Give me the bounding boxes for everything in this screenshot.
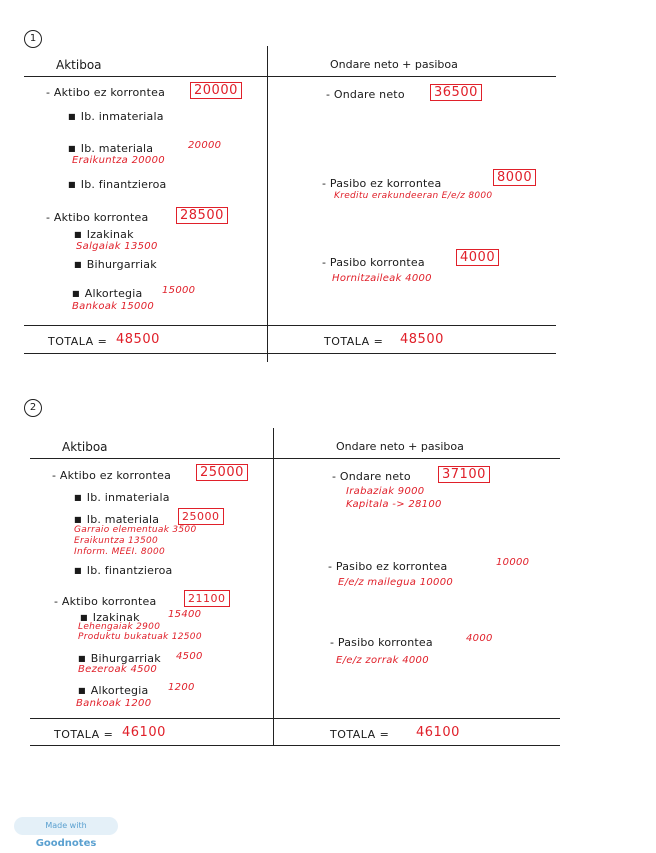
hornitzaileak-detail: Hornitzaileak 4000 — [332, 273, 432, 284]
right-header: Ondare neto + pasiboa — [330, 58, 458, 71]
aktibo-ez-korrontea: - Aktibo ez korrontea — [46, 86, 166, 99]
totala-right-label: TOTALA = — [330, 728, 390, 741]
mailegua-detail: E/e/z mailegua 10000 — [338, 577, 454, 588]
ib-finantzieroa: ■ Ib. finantzieroa — [68, 178, 166, 191]
eraikuntza-detail: Eraikuntza 13500 — [74, 536, 159, 546]
bankoak-detail: Bankoak 1200 — [76, 698, 152, 709]
garraio-detail: Garraio elementuak 3500 — [74, 525, 197, 535]
column-divider — [273, 428, 274, 746]
totala-right-value: 48500 — [400, 332, 444, 347]
ondare-neto-total: 36500 — [430, 84, 482, 101]
salgaiak-detail: Salgaiak 13500 — [76, 241, 158, 252]
right-header: Ondare neto + pasiboa — [336, 440, 464, 453]
badge-prefix: Made with — [45, 821, 87, 830]
ondare-neto-total: 37100 — [438, 466, 490, 483]
bottom-rule — [24, 353, 556, 354]
bihurgarriak: ■ Bihurgarriak — [74, 258, 157, 271]
column-divider — [267, 46, 268, 362]
ib-materiala: ■ Ib. materiala — [68, 142, 153, 155]
produktu-detail: Produktu bukatuak 12500 — [78, 632, 202, 642]
eskudirua: ■ Alkortegia — [72, 287, 142, 300]
ondare-neto: - Ondare neto — [326, 88, 405, 101]
ib-materiala: ■ Ib. materiala — [74, 513, 159, 526]
aktibo-ez-korrontea-total: 25000 — [196, 464, 248, 481]
bottom-rule — [30, 745, 560, 746]
ib-materiala-total: 25000 — [178, 508, 224, 525]
left-header: Aktiboa — [56, 58, 102, 72]
kapitala-detail: Kapitala -> 28100 — [346, 499, 442, 510]
aktibo-korrontea-total: 21100 — [184, 590, 230, 607]
aktibo-ez-korrontea: - Aktibo ez korrontea — [52, 469, 172, 482]
bihurgarriak-value: 4500 — [176, 651, 203, 662]
totala-left-label: TOTALA = — [54, 728, 114, 741]
aktibo-korrontea-total: 28500 — [176, 207, 228, 224]
pasibo-ez-korrontea: - Pasibo ez korrontea — [322, 177, 442, 190]
eskudirua-value: 15000 — [162, 285, 196, 296]
inform-detail: Inform. MEEI. 8000 — [74, 547, 166, 557]
izakinak-value: 15400 — [168, 609, 202, 620]
ondare-neto: - Ondare neto — [332, 470, 411, 483]
pasibo-ez-korrontea: - Pasibo ez korrontea — [328, 560, 448, 573]
izakinak: ■ Izakinak — [80, 611, 140, 624]
zorrak-detail: E/e/z zorrak 4000 — [336, 655, 429, 666]
bezeroak-detail: Bezeroak 4500 — [78, 664, 158, 675]
left-header: Aktiboa — [62, 440, 108, 454]
totala-left-label: TOTALA = — [48, 335, 108, 348]
aktibo-ez-korrontea-total: 20000 — [190, 82, 242, 99]
ib-materiala-value: 20000 — [188, 140, 222, 151]
bankoak-detail: Bankoak 15000 — [72, 301, 155, 312]
pasibo-korrontea-value: 4000 — [466, 633, 493, 644]
section-number-2: 2 — [24, 399, 42, 417]
pasibo-ez-korrontea-total: 8000 — [493, 169, 536, 186]
aktibo-korrontea: - Aktibo korrontea — [46, 211, 149, 224]
ib-finantzieroa: ■ Ib. finantzieroa — [74, 564, 172, 577]
total-rule — [24, 325, 556, 326]
totala-left-value: 48500 — [116, 332, 160, 347]
totala-left-value: 46100 — [122, 725, 166, 740]
total-rule — [30, 718, 560, 719]
pasibo-korrontea-total: 4000 — [456, 249, 499, 266]
totala-right-label: TOTALA = — [324, 335, 384, 348]
badge-brand: Goodnotes — [35, 838, 97, 849]
pasibo-korrontea: - Pasibo korrontea — [322, 256, 425, 269]
izakinak: ■ Izakinak — [74, 228, 134, 241]
bihurgarriak: ■ Bihurgarriak — [78, 652, 161, 665]
pasibo-korrontea: - Pasibo korrontea — [330, 636, 433, 649]
header-rule — [30, 458, 560, 459]
eskudirua-value: 1200 — [168, 682, 195, 693]
section-number-1: 1 — [24, 30, 42, 48]
aktibo-korrontea: - Aktibo korrontea — [54, 595, 157, 608]
totala-right-value: 46100 — [416, 725, 460, 740]
eskudirua: ■ Alkortegia — [78, 684, 148, 697]
irabaziak-detail: Irabaziak 9000 — [346, 486, 425, 497]
ib-inmateriala: ■ Ib. inmateriala — [74, 491, 170, 504]
goodnotes-badge — [14, 817, 118, 849]
header-rule — [24, 76, 556, 77]
pasibo-ez-korrontea-value: 10000 — [496, 557, 530, 568]
kreditu-detail: Kreditu erakundeeran E/e/z 8000 — [334, 191, 493, 201]
lehengaiak-detail: Lehengaiak 2900 — [78, 622, 161, 632]
ib-inmateriala: ■ Ib. inmateriala — [68, 110, 164, 123]
eraikuntza-detail: Eraikuntza 20000 — [72, 155, 165, 166]
